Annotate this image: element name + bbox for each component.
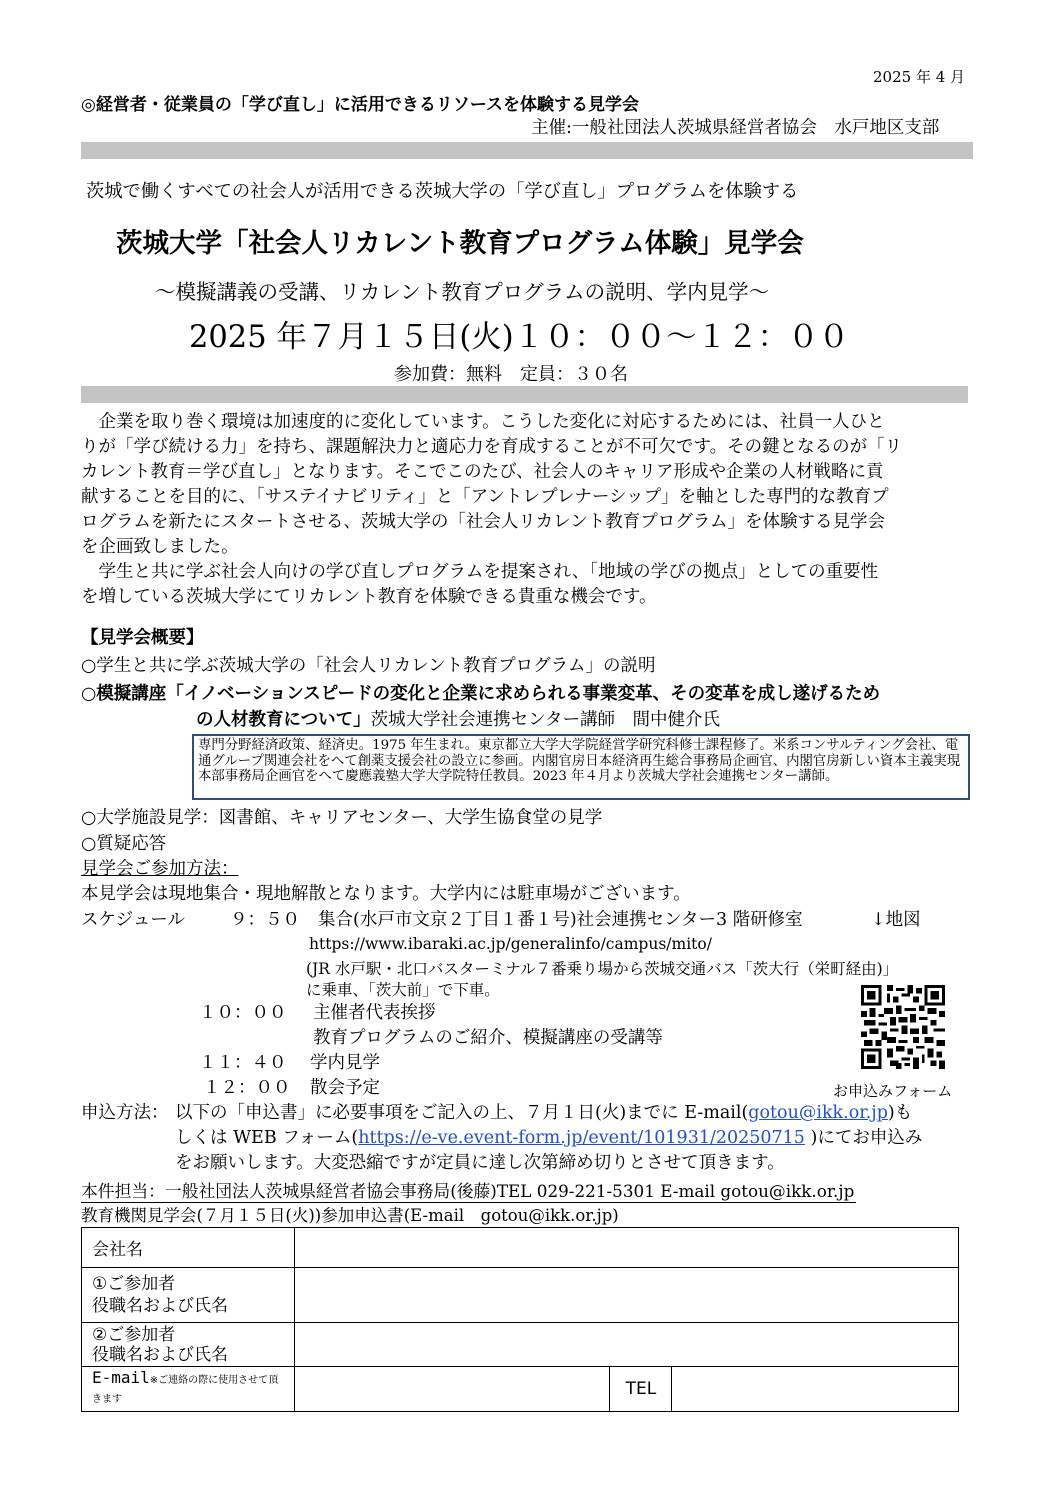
lecture-title-continuation	[196, 706, 720, 731]
qr-code-icon[interactable]	[861, 985, 945, 1069]
event-title: 茨城大学「社会人リカレント教育プログラム体験」見学会	[116, 228, 804, 259]
participation-note: 本見学会は現地集合・現地解散となります。大学内には駐車場がございます。	[81, 884, 691, 904]
participant-2-label-line: 役職名および氏名	[92, 1344, 228, 1365]
application-text: しくは WEB フォーム(	[175, 1128, 359, 1148]
intro-line: りが「学び続ける力」を持ち、課題解決力と適応力を育成することが不可欠です。その鍵となるのが「リ	[81, 437, 903, 457]
company-label: 会社名	[82, 1228, 295, 1268]
overview-heading: 【見学会概要】	[81, 628, 204, 648]
intro-line: を増している茨城大学にてリカレント教育を体験できる貴重な機会です。	[81, 587, 657, 607]
intro-line: 学生と共に学ぶ社会人向けの学び直しプログラムを提案され、「地域の学びの拠点」としての重要性	[81, 562, 879, 582]
form-title: 教育機関見学会(７月１５日(火))参加申込書(E-mail gotou@ikk.or.jp)	[81, 1206, 619, 1225]
intro-line: を企画致しました。	[81, 537, 239, 557]
intro-line: カレント教育＝学び直し」となります。そこでこのたび、社会人のキャリア形成や企業の人材戦略に貢	[81, 462, 884, 482]
access-line-1: (JR 水戸駅・北口バスターミナル７番乗り場から茨城交通バス「茨大行（栄町経由)」	[306, 960, 899, 978]
overview-item-program: ○学生と共に学ぶ茨城大学の「社会人リカレント教育プログラム」の説明	[81, 656, 656, 676]
schedule-closing: 散会予定	[310, 1078, 380, 1098]
participant-1-label-line: ①ご参加者	[92, 1274, 176, 1294]
intro-line: 献することを目的に、「サステイナビリティ」と「アントレプレナーシップ」を軸とした専門的な教育プ	[81, 487, 889, 507]
event-datetime: 2025 年７月１５日(火)１０：００～１２：００	[189, 320, 850, 355]
lecture-title-end: の人材教育について」	[196, 710, 371, 730]
application-line-3: をお願いします。大変恐縮ですが定員に達し次第締め切りとさせて頂きます。	[175, 1153, 785, 1173]
divider-bar-top	[81, 142, 973, 159]
organizer: 主催:一般社団法人茨城県経営者協会 水戸地区支部	[531, 118, 940, 138]
company-input-cell[interactable]	[294, 1228, 958, 1268]
schedule-campus-tour: 学内見学	[310, 1053, 380, 1073]
tel-label: TEL	[610, 1367, 672, 1412]
email-note: ※ご連絡の際に使用させて頂きます	[92, 1375, 279, 1405]
intro-paragraph	[81, 410, 902, 610]
schedule-time-0950: ９：５０	[230, 910, 300, 930]
form-row-contact	[82, 1367, 959, 1412]
schedule-time-1140: １１：４０	[199, 1053, 287, 1073]
participant-1-input-cell[interactable]	[294, 1268, 958, 1323]
contact-line: 本件担当：一般社団法人茨城県経営者協会事務局(後藤)TEL 029-221-5301 E-mail gotou@ikk.or.jp	[81, 1178, 856, 1203]
application-label: 申込方法：	[81, 1103, 169, 1123]
access-line-2: に乗車、「茨大前」で下車。	[306, 981, 500, 999]
form-row-participant-1	[82, 1268, 959, 1323]
overview-item-lecture: ○模擬講座「イノベーションスピードの変化と企業に求められる事業変革、その変革を成し遂げるため	[81, 684, 881, 704]
application-text: 以下の「申込書」に必要事項をご記入の上、７月１日(火)までに E-mail(	[175, 1103, 749, 1123]
email-link[interactable]: gotou@ikk.or.jp	[748, 1103, 888, 1123]
lecturer-bio-box: 専門分野経済政策、経済史。1975 年生まれ。東京都立大学大学院経営学研究科修士課程修了。米系コンサルティング会社、電通グループ関連会社をへて創薬支援会社の設立に参画。内閣官房日本経済再生総合事務局企画官、内閣官房新しい資本主義実現本部事務局企画官をへて慶應義塾大学大学院特任教員。2023 年４月より茨城大学社会連携センター講師。	[192, 734, 970, 800]
schedule-meeting-point: 集合(水戸市文京２丁目１番１号)社会連携センター3 階研修室	[318, 910, 803, 930]
participant-1-label	[82, 1268, 295, 1323]
event-fee: 参加費：無料 定員：３０名	[394, 364, 628, 385]
overview-item-qa: ○質疑応答	[81, 834, 167, 854]
document-date: 2025 年 4 月	[873, 68, 966, 86]
application-text: )にてお申込み	[804, 1128, 923, 1148]
schedule-program-intro: 教育プログラムのご紹介、模擬講座の受講等	[313, 1028, 663, 1048]
participation-heading: 見学会ご参加方法：	[81, 859, 239, 879]
document-heading: ◎経営者・従業員の「学び直し」に活用できるリソースを体験する見学会	[81, 95, 639, 115]
email-input-cell[interactable]	[294, 1367, 610, 1412]
participant-1-label-line: 役職名および氏名	[92, 1296, 228, 1316]
application-line-1	[175, 1101, 912, 1126]
lecturer-name: 茨城大学社会連携センター講師 間中健介氏	[370, 710, 720, 730]
schedule-time-1200: １２：００	[203, 1078, 291, 1098]
tel-input-cell[interactable]	[672, 1367, 959, 1412]
event-subtitle: ～模擬講義の受講、リカレント教育プログラムの説明、学内見学～	[155, 280, 770, 304]
form-row-participant-2	[82, 1323, 959, 1367]
participant-2-label	[82, 1323, 295, 1367]
participant-2-label-line: ②ご参加者	[92, 1324, 176, 1345]
overview-item-campus-tour: ○大学施設見学：図書館、キャリアセンター、大学生協食堂の見学	[81, 808, 603, 828]
application-text: )も	[887, 1103, 913, 1123]
email-label: E-mail	[92, 1368, 150, 1387]
participant-2-input-cell[interactable]	[294, 1323, 958, 1367]
email-label-cell	[82, 1367, 295, 1412]
application-form-table	[81, 1227, 959, 1412]
intro-line: 企業を取り巻く環境は加速度的に変化しています。こうした変化に対応するためには、社員一人ひと	[81, 412, 885, 432]
web-form-link[interactable]: https://e-ve.event-form.jp/event/101931/20250715	[358, 1128, 805, 1148]
campus-url[interactable]: https://www.ibaraki.ac.jp/generalinfo/campus/mito/	[309, 935, 712, 953]
form-row-company	[82, 1228, 959, 1268]
map-note: ↓地図	[871, 910, 921, 930]
intro-line: ログラムを新たにスタートさせる、茨城大学の「社会人リカレント教育プログラム」を体験する見学会	[81, 512, 886, 532]
schedule-greeting: 主催者代表挨拶	[313, 1003, 436, 1023]
divider-bar-event	[81, 386, 968, 403]
schedule-label: スケジュール	[81, 910, 185, 930]
qr-caption: お申込みフォーム	[833, 1082, 953, 1100]
application-line-2	[175, 1126, 922, 1151]
schedule-time-1000: １０：００	[199, 1003, 287, 1023]
event-lead: 茨城で働くすべての社会人が活用できる茨城大学の「学び直し」プログラムを体験する	[86, 181, 799, 202]
